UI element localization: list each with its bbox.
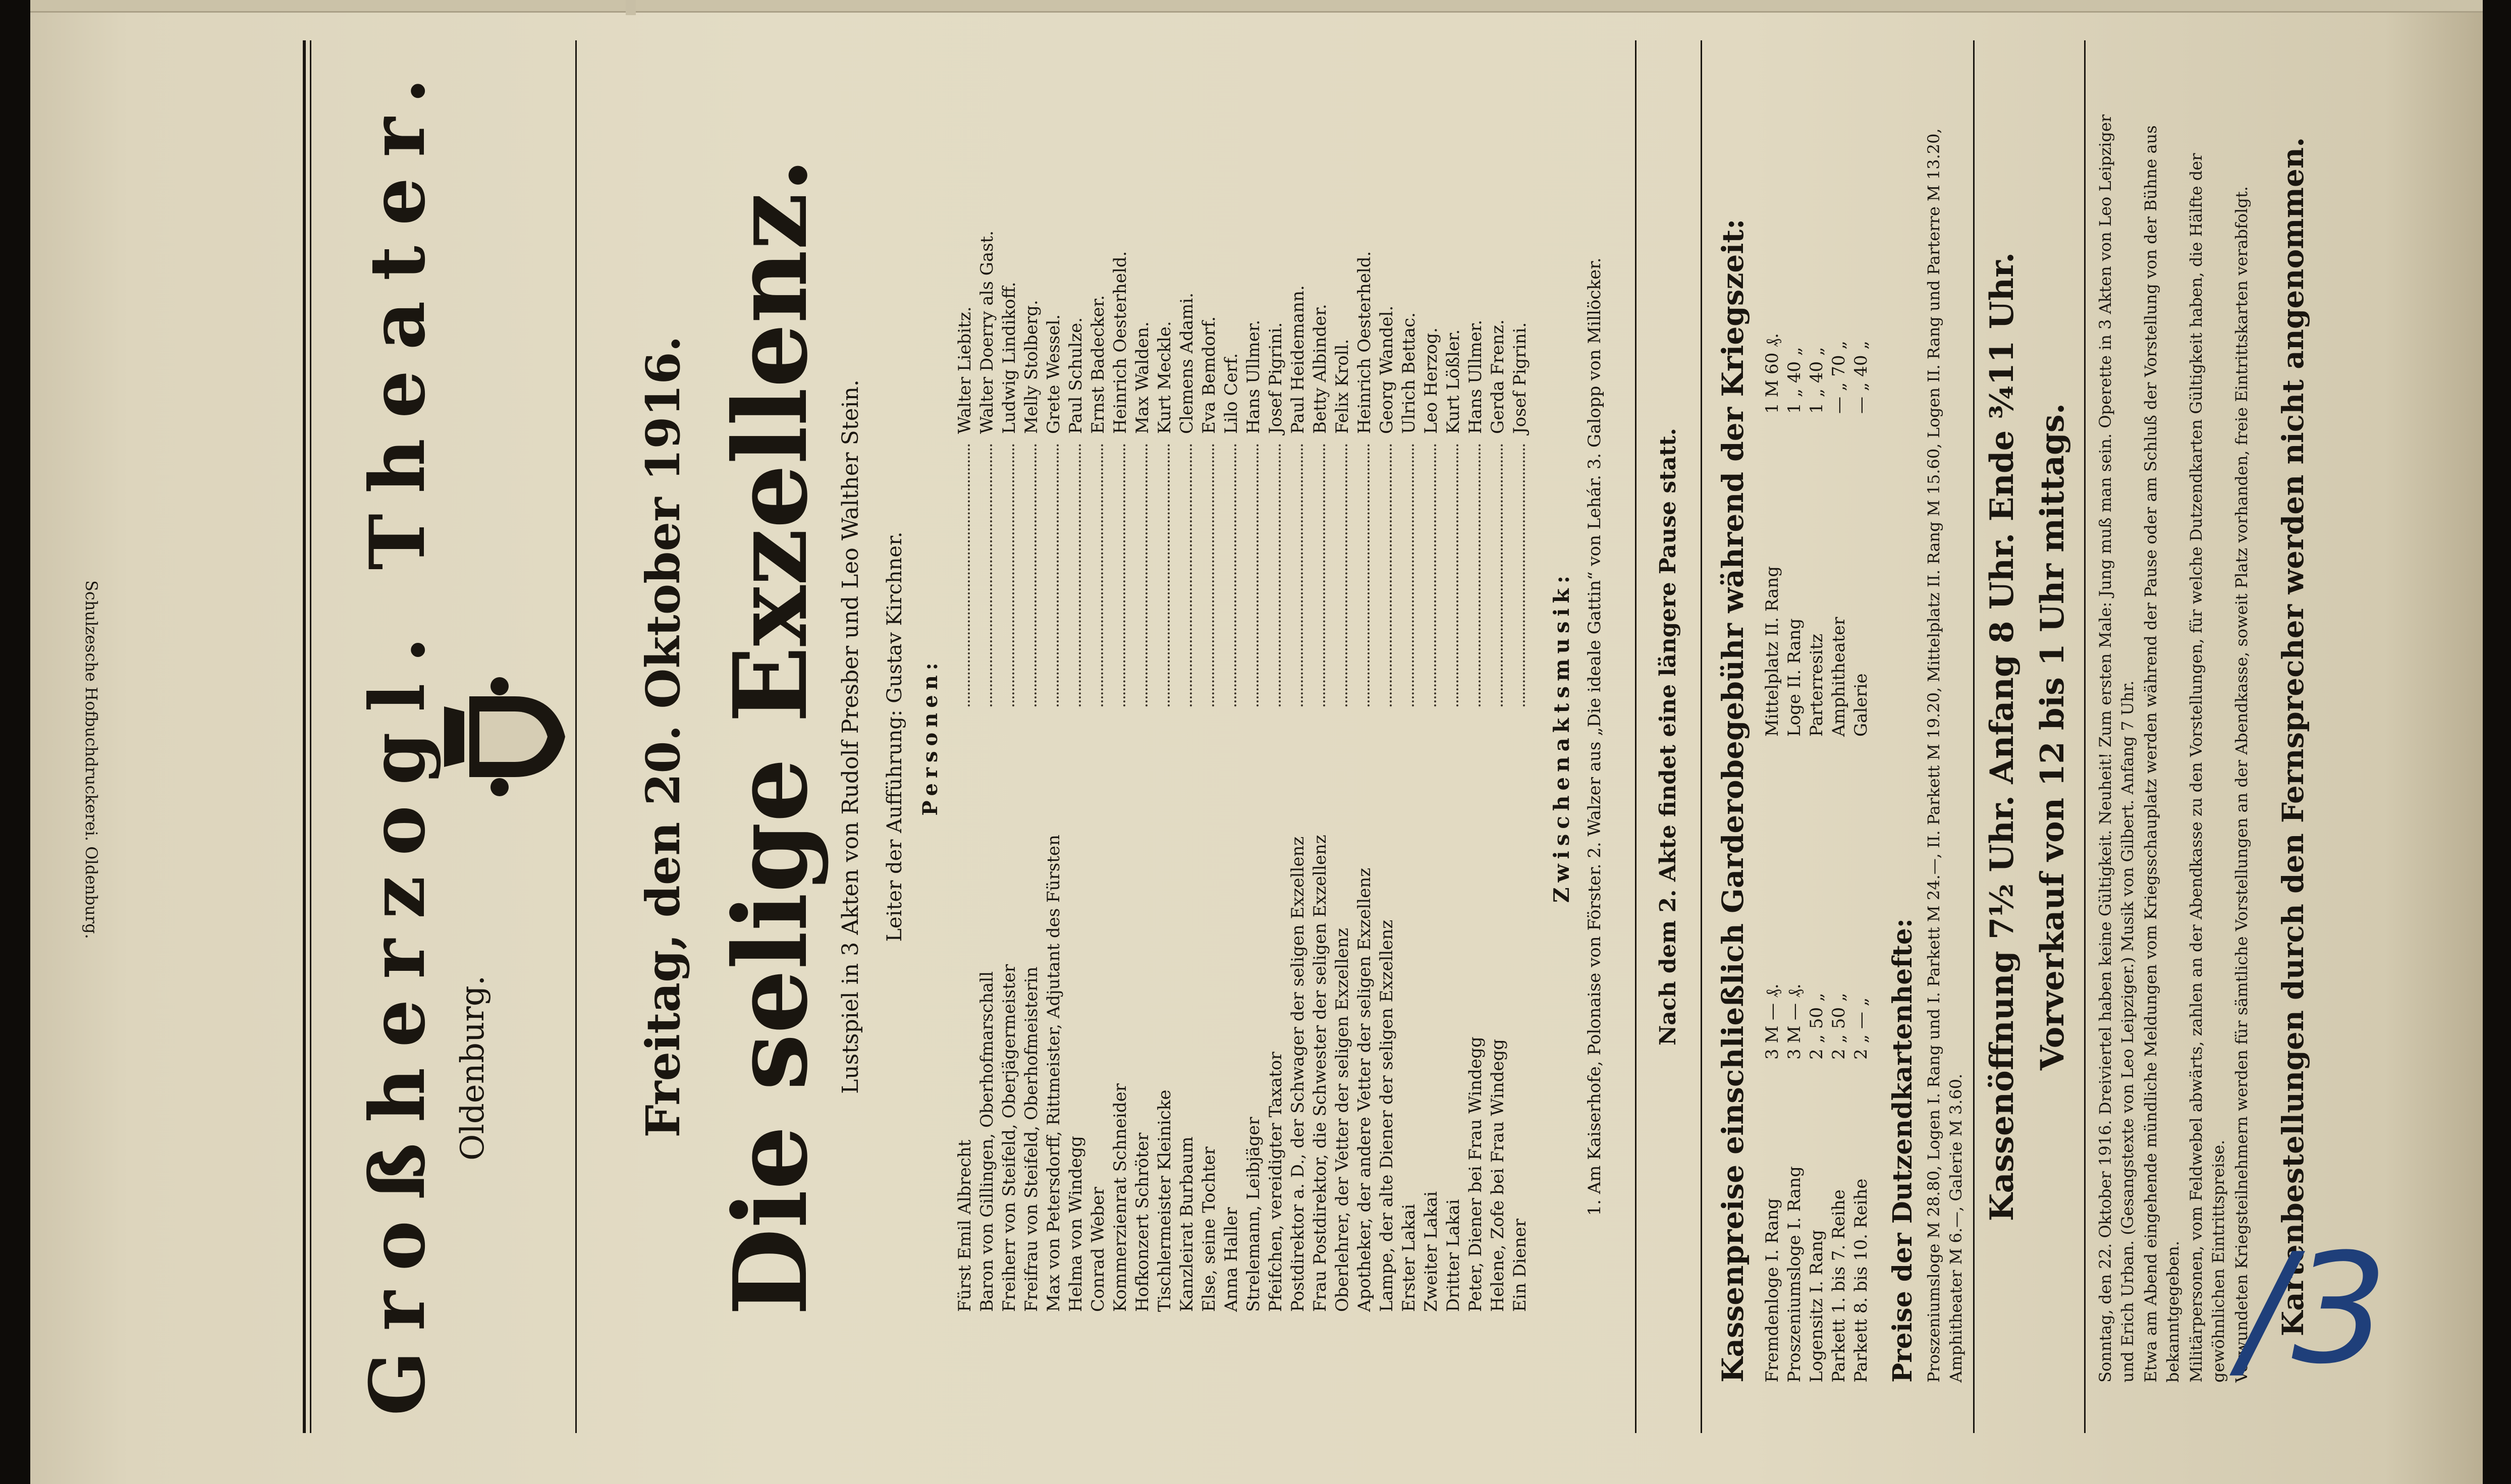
cast-row: Erster Lakai Ulrich Bettac. [1399,312,1419,1312]
price-row: Parkett 8. bis 10. Reihe 2 „ — „ Galerie — „ 40 „ [1851,341,1871,1383]
playbill-content [192,10,2362,1463]
pause-note: Nach dem 2. Akte findet eine längere Pause statt. [1655,428,1681,1046]
cast-heading: Personen: [918,657,942,816]
top-rule-thin [310,40,311,1433]
cast-row: Kanzleirat Burbaum Clemens Adami. [1177,292,1197,1312]
divider-rule [1701,40,1702,1433]
price-row: Logensitz I. Rang 2 „ 50 „ Parterresitz 1 „ 40 „ [1807,347,1827,1383]
cast-row: Fürst Emil Albrecht Walter Liebitz. [955,306,975,1312]
cast-row: Dritter Lakai Kurt Lößler. [1443,329,1463,1312]
phone-orders-note: Kartenbestellungen durch den Fernsprecher werden nicht angenommen. [2276,137,2310,1337]
wounded-soldiers-note: Verwundeten Kriegsteilnehmern werden für sämtliche Vorstellungen an der Abendkasse, soweit Platz vorhanden, freie Eintrittskarten verabfolgt. [2232,186,2251,1383]
opening-times: Kassenöffnung 7½ Uhr. Anfang 8 Uhr. Ende ¾11 Uhr. [1983,252,2021,1222]
intermission-heading: Zwischenaktsmusik: [1549,570,1574,903]
cast-row: Else, seine Tochter Eva Bemdorf. [1199,316,1219,1312]
price-row: Parkett 1. bis 7. Reihe 2 „ 50 „ Amphitheater — „ 70 „ [1829,341,1849,1383]
cast-row: Helene, Zofe bei Frau Windegg Gerda Frenz. [1488,319,1508,1312]
handwritten-archive-number: /3 [2241,1221,2388,1397]
cast-row: Apotheker, der andere Vetter der seligen Exzellenz Heinrich Oesterheld. [1354,251,1375,1312]
cast-row: Freifrau von Steifeld, Oberhofmeisterin Melly Stolberg. [1021,300,1042,1312]
military-discount-note: Militärpersonen, vom Feldwebel abwärts, zahlen an der Abendkasse zu den Vorstellungen, für welche Dutzendkarten Gültigkeit haben, die Hälfte der gewöhnlichen Eintrittspreise. [2187,153,2228,1383]
cast-row: Baron von Gillingen, Oberhofmarschall Walter Doerry als Gast. [977,230,997,1312]
cast-row: Peter, Diener bei Frau Windegg Hans Ullmer. [1465,319,1486,1312]
cast-row: Max von Petersdorff, Rittmeister, Adjutant des Fürsten Grete Wessel. [1044,314,1064,1312]
cast-row: Tischlermeister Kleinicke Kurt Meckle. [1155,321,1175,1312]
header-rule [575,40,577,1433]
director-credit: Leiter der Aufführung: Gustav Kirchner. [883,531,906,942]
subscription-heading: Preise der Dutzendkartenhefte: [1887,918,1918,1383]
prices-heading: Kassenpreise einschließlich Garderobegebühr während der Kriegszeit: [1716,218,1750,1383]
cast-row: Kommerzienrat Schneider Heinrich Oesterheld. [1110,251,1130,1312]
theater-location: Oldenburg. [454,975,492,1161]
divider-rule [1973,40,1975,1433]
cast-row: Pfeifchen, vereidigter Taxator Josef Pigrini. [1266,322,1286,1312]
cast-row: Conrad Weber Ernst Badecker. [1088,295,1108,1312]
cast-row: Postdirektor a. D., der Schwager der seligen Exzellenz Paul Heidemann. [1288,285,1308,1312]
cast-row: Helma von Windegg Paul Schulze. [1066,317,1086,1312]
theater-title: Großherzogl. Theater. [353,58,442,1416]
play-title: Die selige Exzellenz. [712,157,830,1316]
play-subtitle: Lustspiel in 3 Akten von Rudolf Presber und Leo Walther Stein. [838,379,863,1094]
price-row: Fremdenloge I. Rang 3 M — ₰. Mittelplatz II. Rang 1 M 60 ₰. [1762,333,1782,1383]
cast-row: Zweiter Lakai Leo Herzog. [1421,327,1441,1312]
subscription-prices: Proszeniumsloge M 28.80, Logen I. Rang und I. Parkett M 24.—, II. Parkett M 19.20, Mittelplatz II. Rang M 15.60, Logen II. Rang und Parterre M 13.20, Amphitheater M 6.—, Galerie M 3.60. [1924,128,1966,1383]
cast-list [954,151,1531,1312]
cast-row: Freiherr von Steifeld, Oberjägermeister Ludwig Lindikoff. [999,282,1019,1312]
cast-row: Hofkonzert Schröter Max Walden. [1132,321,1153,1312]
top-rule [303,40,306,1433]
coat-of-arms-icon [429,676,570,797]
price-row: Proszeniumsloge I. Rang 3 M — ₰. Loge II. Rang 1 „ 40 „ [1784,347,1805,1383]
advance-sale-times: Vorverkauf von 12 bis 1 Uhr mittags. [2034,403,2071,1071]
cast-row: Frau Postdirektor, die Schwester der seligen Exzellenz Betty Albinder. [1310,304,1330,1312]
cast-row: Oberlehrer, der Vetter der seligen Exzellenz Felix Kroll. [1332,339,1352,1312]
intermission-music: 1. Am Kaiserhofe, Polonaise von Förster. 2. Walzer aus „Die ideale Gattin“ von Lehár. 3. Galopp von Millöcker. [1585,257,1605,1216]
price-table [1761,91,1872,1383]
divider-rule [1635,40,1636,1433]
performance-date: Freitag, den 20. Oktober 1916. [636,336,690,1138]
cast-row: Strelemann, Leibjäger Hans Ullmer. [1243,319,1264,1312]
cast-row: Ein Diener Josef Pigrini. [1510,322,1530,1312]
cast-row: Lampe, der alte Diener der seligen Exzellenz Georg Wandel. [1377,305,1397,1312]
war-news-note: Etwa am Abend eingehende mündliche Meldungen vom Kriegsschauplatz werden während der Pause oder am Schluß der Vorstellung von der Bühne aus bekanntgegeben. [2141,125,2182,1383]
printer-credit: Schulzesche Hofbuchdruckerei. Oldenburg. [82,580,101,939]
cast-row: Anna Haller Lilo Cerf. [1221,353,1241,1312]
divider-rule [2084,40,2086,1433]
next-performance-note: Sonntag, den 22. Oktober 1916. Dreiviertel haben keine Gültigkeit. Neuheit! Zum ersten Male: Jung muß man sein. Operette in 3 Akten von Leo Leipziger und Erich Urban. (Gesangstexte von Leo Leipziger.) Musik von Gilbert. Anfang 7 Uhr. [2096,114,2137,1383]
